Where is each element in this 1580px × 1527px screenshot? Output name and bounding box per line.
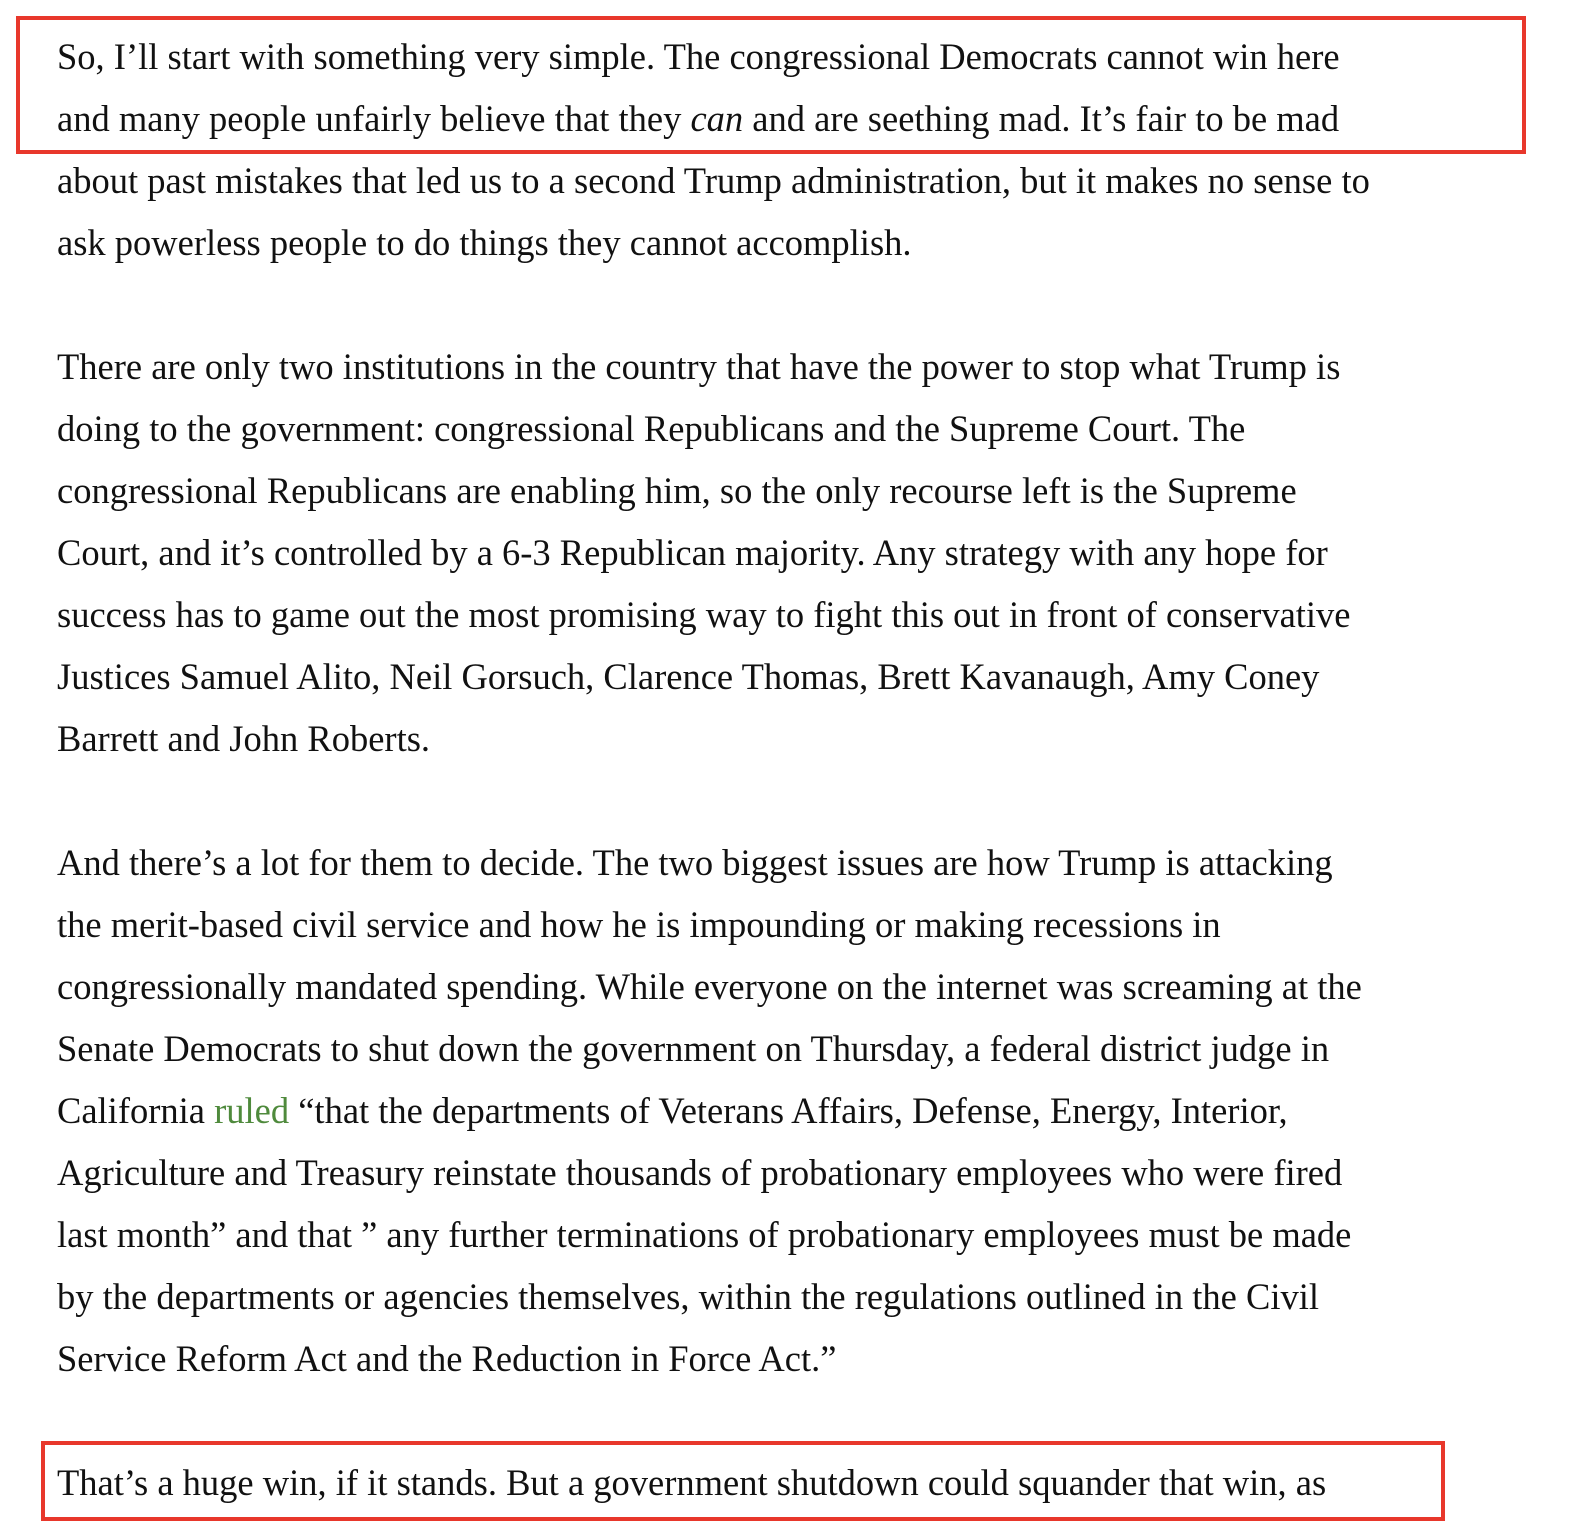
paragraph-line: last month” and that ” any further terminations of probationary employees must be made [57,1214,1352,1255]
paragraph-line: success has to game out the most promising way to fight this out in front of conservative [57,594,1351,635]
paragraph-line: Service Reform Act and the Reduction in Force Act.” [57,1338,837,1379]
paragraph-2 [57,336,1351,770]
text-run: “that the departments of Veterans Affairs, Defense, Energy, Interior, [289,1090,1288,1131]
paragraph-line [57,1080,1362,1142]
text-run: and are seething mad. It’s fair to be mad [743,98,1340,139]
paragraph-line: congressional Republicans are enabling him, so the only recourse left is the Supreme [57,470,1297,511]
paragraph-line: doing to the government: congressional Republicans and the Supreme Court. The [57,408,1246,449]
paragraph-4 [57,1452,1326,1514]
paragraph-line: There are only two institutions in the country that have the power to stop what Trump is [57,346,1341,387]
paragraph-line: ask powerless people to do things they cannot accomplish. [57,222,912,263]
paragraph-line: That’s a huge win, if it stands. But a government shutdown could squander that win, as [57,1462,1327,1503]
ruled-link[interactable]: ruled [214,1090,290,1131]
paragraph-line: congressionally mandated spending. While everyone on the internet was screaming at the [57,966,1362,1007]
paragraph-line: So, I’ll start with something very simple. The congressional Democrats cannot win here [57,36,1340,77]
paragraph-line: by the departments or agencies themselves, within the regulations outlined in the Civil [57,1276,1320,1317]
text-run: California [57,1090,215,1131]
paragraph-line: Senate Democrats to shut down the government on Thursday, a federal district judge in [57,1028,1330,1069]
paragraph-line: Justices Samuel Alito, Neil Gorsuch, Clarence Thomas, Brett Kavanaugh, Amy Coney [57,656,1320,697]
paragraph-1 [57,26,1370,274]
emphasis-can: can [690,98,744,139]
paragraph-3 [57,832,1362,1390]
paragraph-line: Court, and it’s controlled by a 6-3 Republican majority. Any strategy with any hope for [57,532,1328,573]
paragraph-line: Agriculture and Treasury reinstate thousands of probationary employees who were fired [57,1152,1343,1193]
paragraph-line: about past mistakes that led us to a second Trump administration, but it makes no sense to [57,160,1370,201]
paragraph-line [57,88,1370,150]
paragraph-line: the merit-based civil service and how he is impounding or making recessions in [57,904,1221,945]
paragraph-line: Barrett and John Roberts. [57,718,431,759]
text-run: and many people unfairly believe that they [57,98,691,139]
paragraph-line: And there’s a lot for them to decide. The two biggest issues are how Trump is attacking [57,842,1333,883]
